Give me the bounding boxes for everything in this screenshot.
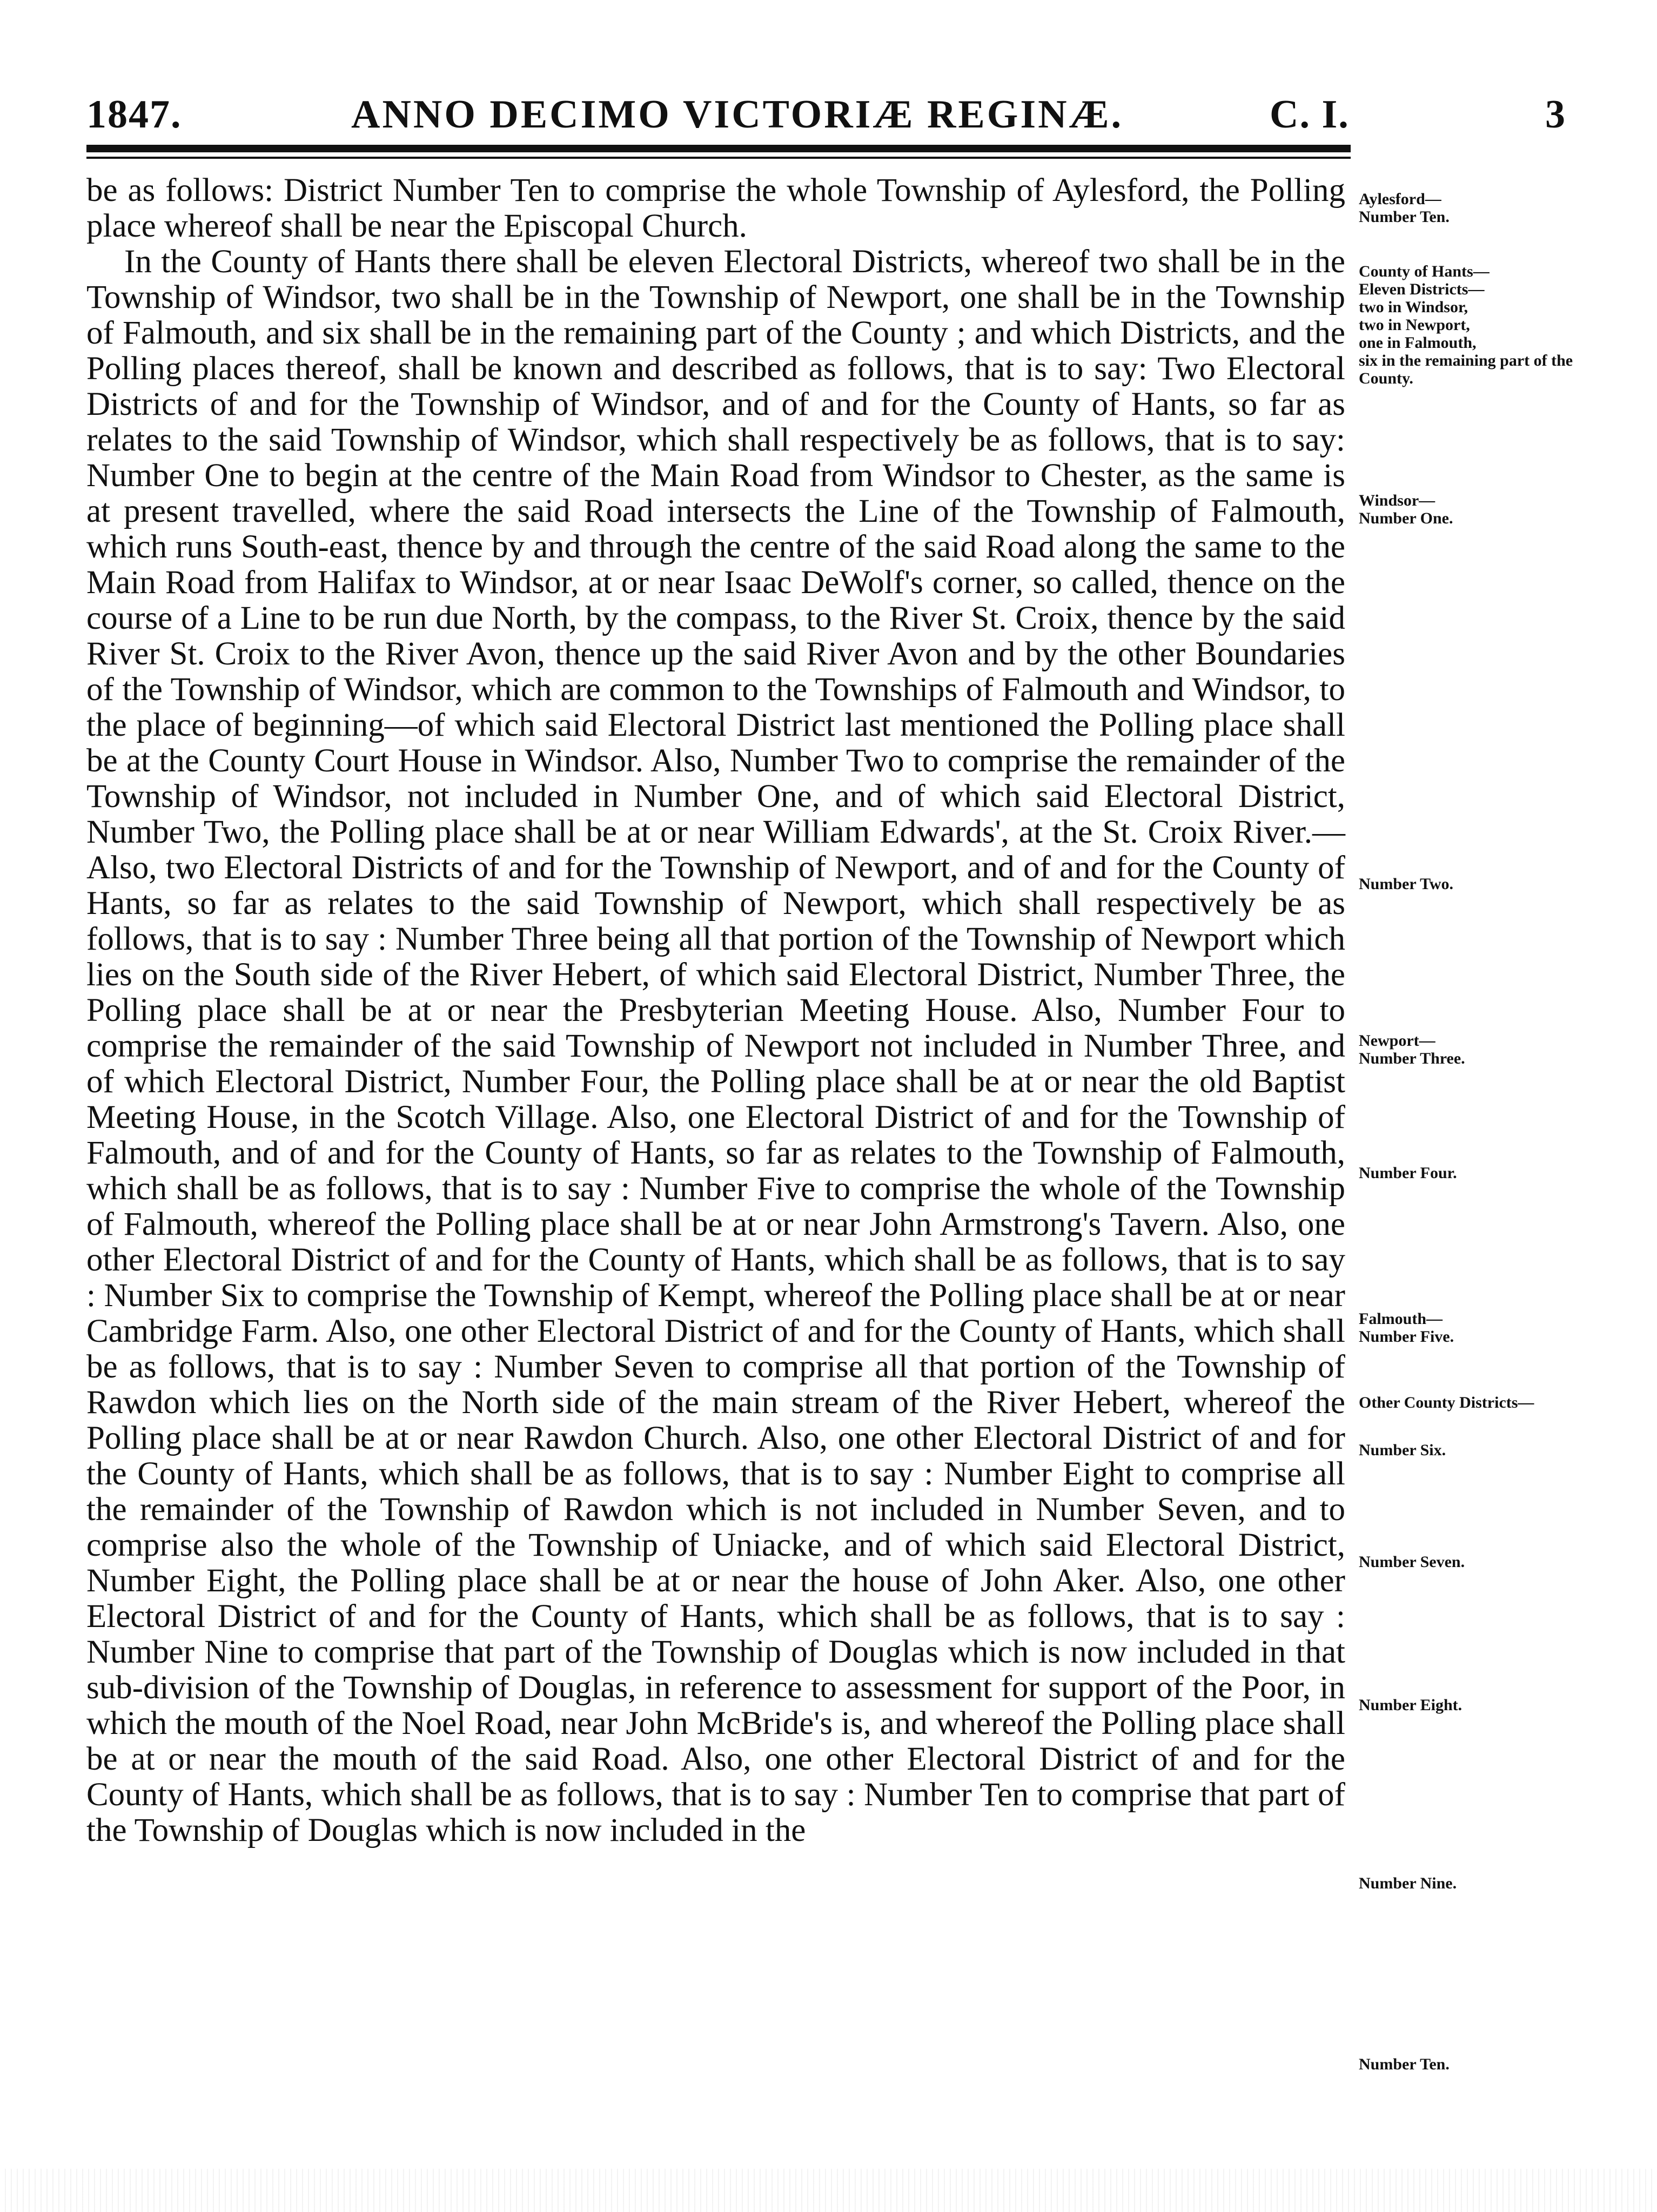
- margin-note-number-ten: Number Ten.: [1359, 2055, 1450, 2073]
- margin-note-county-of-hants: County of Hants— Eleven Districts— two in Windsor, two in Newport, one in Falmouth, six in the remaining part of the County.: [1359, 263, 1573, 387]
- margin-note-aylesford: Aylesford— Number Ten.: [1359, 190, 1450, 226]
- header-chapter: C. I.: [1270, 92, 1350, 137]
- margin-note-number-eight: Number Eight.: [1359, 1696, 1463, 1714]
- margin-note-number-six: Number Six.: [1359, 1441, 1446, 1459]
- header-rule-thin: [86, 157, 1351, 159]
- header-title: ANNO DECIMO VICTORIÆ REGINÆ.: [351, 92, 1124, 137]
- paragraph-2: In the County of Hants there shall be eleven Electoral Districts, whereof two shall be in the Township of Windsor, two shall be in the Township of Newport, one shall be in the Township of Falmouth, and six shall be in the remaining part of the County ; and which Districts, and the Polling places thereof, shall be known and described as follows, that is to say: Two Electoral Districts of and for the Township of Windsor, and of and for the County of Hants, so far as relates to the said Township of Windsor, which shall respectively be as follows, that is to say: Number One to begin at the centre of the Main Road from Windsor to Chester, as the same is at present travelled, where the said Road intersects the Line of the Township of Falmouth, which runs South-east, thence by and through the centre of the said Road along the same to the Main Road from Halifax to Windsor, at or near Isaac DeWolf's corner, so called, thence on the course of a Line to be run due North, by the compass, to the River St. Croix, thence by the said River St. Croix to the River Avon, thence up the said River Avon and by the other Boundaries of the Township of Windsor, which are common to the Townships of Falmouth and Windsor, to the place of beginning—of which said Electoral District last mentioned the Polling place shall be at the County Court House in Windsor. Also, Number Two to comprise the remainder of the Township of Windsor, not included in Number One, and of which said Electoral District, Number Two, the Polling place shall be at or near William Edwards', at the St. Croix River.—Also, two Electoral Districts of and for the Township of Newport, and of and for the County of Hants, so far as relates to the said Township of Newport, which shall respectively be as follows, that is to say : Number Three being all that portion of the Township of Newport which lies on the South side of the River Hebert, of which said Electoral District, Number Three, the Polling place shall be at or near the Presbyterian Meeting House. Also, Number Four to comprise the remainder of the said Township of Newport not included in Number Three, and of which Electoral District, Number Four, the Polling place shall be at or near the old Baptist Meeting House, in the Scotch Village. Also, one Electoral District of and for the Township of Falmouth, and of and for the County of Hants, so far as relates to the Township of Falmouth, which shall be as follows, that is to say : Number Five to comprise the whole of the Township of Falmouth, whereof the Polling place shall be at or near John Armstrong's Tavern. Also, one other Electoral District of and for the County of Hants, which shall be as follows, that is to say : Number Six to comprise the Township of Kempt, whereof the Polling place shall be at or near Cambridge Farm. Also, one other Electoral District of and for the County of Hants, which shall be as follows, that is to say : Number Seven to comprise all that portion of the Township of Rawdon which lies on the North side of the main stream of the River Hebert, whereof the Polling place shall be at or near Rawdon Church. Also, one other Electoral District of and for the County of Hants, which shall be as follows, that is to say : Number Eight to comprise all the remainder of the Township of Rawdon which is not included in Number Seven, and to comprise also the whole of the Township of Uniacke, and of which said Electoral District, Number Eight, the Polling place shall be at or near the house of John Aker. Also, one other Electoral District of and for the County of Hants, which shall be as follows, that is to say : Number Nine to comprise that part of the Township of Douglas which is now included in that sub-division of the Township of Douglas, in reference to assessment for support of the Poor, in which the mouth of the Noel Road, near John McBride's is, and whereof the Polling place shall be at or near the mouth of the said Road. Also, one other Electoral District of and for the County of Hants, which shall be as follows, that is to say : Number Ten to comprise that part of the Township of Douglas which is now included in the: [86, 244, 1345, 1848]
- header-rule-thick: [86, 145, 1351, 152]
- running-header: [86, 81, 1572, 140]
- body-text: [86, 173, 1345, 1848]
- margin-note-other-county-districts: Other County Districts—: [1359, 1394, 1534, 1411]
- margin-notes: [1359, 0, 1575, 2212]
- margin-note-number-seven: Number Seven.: [1359, 1553, 1465, 1571]
- margin-note-number-nine: Number Nine.: [1359, 1874, 1457, 1892]
- scan-edge-noise: [0, 2169, 1657, 2212]
- margin-note-number-four: Number Four.: [1359, 1164, 1457, 1182]
- header-year: 1847.: [86, 92, 182, 137]
- paragraph-1: be as follows: District Number Ten to comprise the whole Township of Aylesford, the Polling place whereof shall be near the Episcopal Church.: [86, 172, 1345, 244]
- header-page-number: 3: [1545, 92, 1566, 137]
- margin-note-number-two: Number Two.: [1359, 875, 1454, 893]
- margin-note-falmouth-number-five: Falmouth— Number Five.: [1359, 1310, 1454, 1346]
- margin-note-newport-number-three: Newport— Number Three.: [1359, 1032, 1465, 1067]
- margin-note-windsor-number-one: Windsor— Number One.: [1359, 492, 1453, 527]
